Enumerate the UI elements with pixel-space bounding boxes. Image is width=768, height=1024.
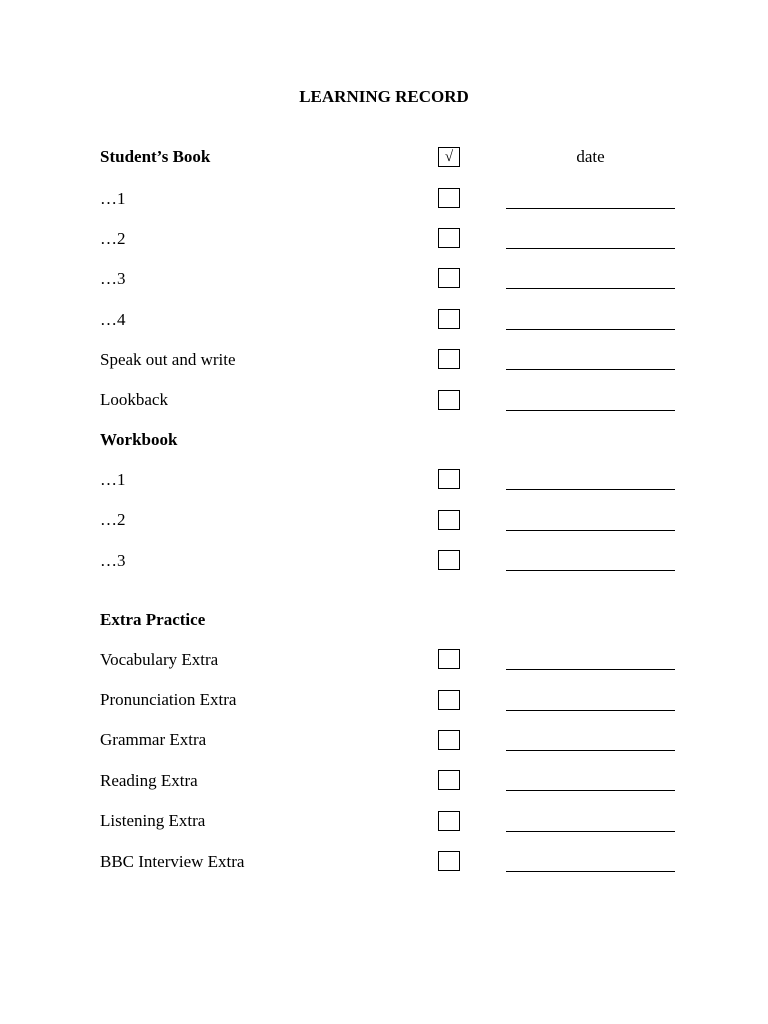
extra-practice-item-1-label: Vocabulary Extra — [100, 650, 219, 669]
students-book-item-4-label: …4 — [100, 310, 126, 329]
extra-practice-item-5-date-line[interactable] — [506, 831, 675, 832]
workbook-item-2-checkbox[interactable] — [438, 510, 460, 530]
workbook-item-3-checkbox[interactable] — [438, 550, 460, 570]
students-book-item-2-date-line[interactable] — [506, 248, 675, 249]
workbook-item-2-date-line[interactable] — [506, 530, 675, 531]
students-book-item-3-label: …3 — [100, 269, 126, 288]
students-book-item-1-date-line[interactable] — [506, 208, 675, 209]
extra-practice-item-2-date-line[interactable] — [506, 710, 675, 711]
date-column-header: date — [576, 147, 605, 166]
extra-practice-item-2-checkbox[interactable] — [438, 690, 460, 710]
workbook-item-3-date-line[interactable] — [506, 570, 675, 571]
students-book-item-4-date-line[interactable] — [506, 329, 675, 330]
workbook-item-1-label: …1 — [100, 470, 126, 489]
students-book-item-4-checkbox[interactable] — [438, 309, 460, 329]
extra-practice-item-1-date-line[interactable] — [506, 669, 675, 670]
workbook-item-1-date-line[interactable] — [506, 489, 675, 490]
extra-practice-item-5-label: Listening Extra — [100, 811, 206, 830]
section-heading-students-book: Student’s Book — [100, 147, 211, 166]
students-book-item-3-checkbox[interactable] — [438, 268, 460, 288]
section-heading-extra-practice: Extra Practice — [100, 610, 206, 629]
students-book-item-1-checkbox[interactable] — [438, 188, 460, 208]
extra-practice-item-3-checkbox[interactable] — [438, 730, 460, 750]
extra-practice-item-6-label: BBC Interview Extra — [100, 852, 245, 871]
extra-practice-item-4-label: Reading Extra — [100, 771, 198, 790]
extra-practice-item-1-checkbox[interactable] — [438, 649, 460, 669]
workbook-item-2-label: …2 — [100, 510, 126, 529]
extra-practice-item-3-date-line[interactable] — [506, 750, 675, 751]
page-title: LEARNING RECORD — [299, 87, 469, 106]
extra-practice-item-3-label: Grammar Extra — [100, 730, 207, 749]
students-book-item-1-label: …1 — [100, 189, 126, 208]
workbook-item-1-checkbox[interactable] — [438, 469, 460, 489]
extra-practice-item-4-date-line[interactable] — [506, 790, 675, 791]
students-book-item-6-label: Lookback — [100, 390, 168, 409]
students-book-item-3-date-line[interactable] — [506, 288, 675, 289]
students-book-item-6-checkbox[interactable] — [438, 390, 460, 410]
students-book-item-5-checkbox[interactable] — [438, 349, 460, 369]
section-heading-workbook: Workbook — [100, 430, 178, 449]
extra-practice-item-4-checkbox[interactable] — [438, 770, 460, 790]
header-checkbox-checked: √ — [438, 147, 460, 167]
extra-practice-item-6-date-line[interactable] — [506, 871, 675, 872]
students-book-item-2-checkbox[interactable] — [438, 228, 460, 248]
students-book-item-5-date-line[interactable] — [506, 369, 675, 370]
students-book-item-2-label: …2 — [100, 229, 126, 248]
workbook-item-3-label: …3 — [100, 551, 126, 570]
extra-practice-item-2-label: Pronunciation Extra — [100, 690, 237, 709]
extra-practice-item-6-checkbox[interactable] — [438, 851, 460, 871]
students-book-item-6-date-line[interactable] — [506, 410, 675, 411]
extra-practice-item-5-checkbox[interactable] — [438, 811, 460, 831]
students-book-item-5-label: Speak out and write — [100, 350, 236, 369]
